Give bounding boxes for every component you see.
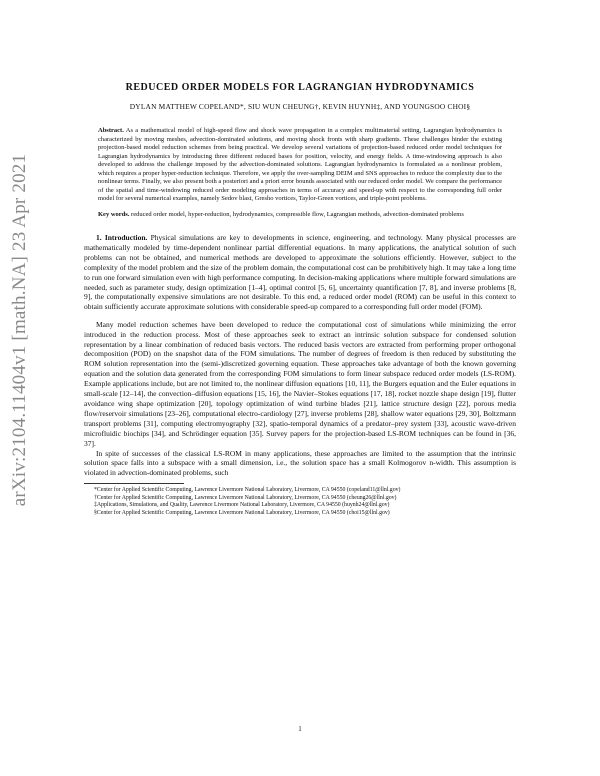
keywords [98, 211, 502, 220]
abstract-text: As a mathematical model of high-speed flow and shock wave propagation in a complex multimaterial setting, Lagrangian hydrodynamics is characterized by moving meshes, advection-dominated solutions, and moving shock fronts with sharp gradients. These challenges hinder the existing projection-based model reduction schemes from being practical. We develop several variations of projection-based reduced order model techniques for Lagrangian hydrodynamics by introducing three different reduced bases for position, velocity, and energy fields. A time-windowing approach is also developed to address the challenge imposed by the advection-dominated solutions. Lagrangian hydrodynamics is formulated as a nonlinear problem, which requires a proper hyper-reduction technique. Therefore, we apply the over-sampling DEIM and SNS approaches to reduce the complexity due to the nonlinear terms. Finally, we also present both a posteriori and a priori error bounds associated with our reduced order model. We compare the performance of the spatial and time-windowing reduced order modeling approaches in terms of accuracy and speed-up with respect to the corresponding full order model for several numerical examples, namely Sedov blast, Gresho vortices, Taylor-Green vortices, and triple-point problems. [98, 127, 502, 202]
footnote-divider [84, 483, 184, 484]
paper-title: REDUCED ORDER MODELS FOR LAGRANGIAN HYDRODYNAMICS [125, 82, 475, 93]
footnote-4: §Center for Applied Scientific Computing, Lawrence Livermore National Laboratory, Livermore, CA 94550 (choi15@llnl.gov) [94, 510, 390, 517]
keywords-text: reduced order model, hyper-reduction, hydrodynamics, compressible flow, Lagrangian methods, advection-dominated problems [131, 210, 464, 218]
abstract-label: Abstract. [98, 127, 124, 134]
intro-paragraph-1 [84, 233, 516, 312]
arxiv-identifier-sidebar [0, 70, 40, 590]
keywords-label: Key words. [98, 210, 130, 218]
footnote-2: †Center for Applied Scientific Computing, Lawrence Livermore National Laboratory, Livermore, CA 94550 (cheung26@llnl.gov) [94, 494, 397, 501]
arxiv-id-text: arXiv:2104.11404v1 [math.NA] 23 Apr 2021 [9, 153, 30, 507]
intro-p1-text: Physical simulations are key to developments in science, engineering, and technology. Many physical processes are mathematically modeled by time-dependent nonlinear partial differential equations. In many applications, the analytical solution of such problems can not be obtained, and numerical methods are developed to approximate the solutions efficiently. However, subject to the complexity of the model problem and the size of the problem domain, the computational cost can be prohibitively high. It may take a long time to run one forward simulation even with high performance computing. In decision-making applications where multiple forward simulations are needed, such as parameter study, design optimization [1–4], optimal control [5, 6], uncertainty quantification [7, 8], and inverse problems [8, 9], the computationally expensive simulations are not desirable. To this end, a reduced order model (ROM) can be useful in this context to obtain sufficiently accurate approximate solutions with considerable speed-up compared to a corresponding full order model (FOM). [84, 233, 516, 312]
footnotes [84, 487, 516, 517]
footnote-3: ‡Applications, Simulations, and Quality, Lawrence Livermore National Laboratory, Livermore, CA 94550 (huynh24@llnl.gov) [94, 502, 390, 509]
author-list: DYLAN MATTHEW COPELAND*, SIU WUN CHEUNG†, KEVIN HUYNH‡, AND YOUNGSOO CHOI§ [129, 102, 471, 111]
footnote-1: *Center for Applied Scientific Computing, Lawrence Livermore National Laboratory, Livermore, CA 94550 (copeland11@llnl.gov) [94, 487, 401, 494]
abstract [98, 127, 502, 204]
intro-paragraph-3: In spite of successes of the classical LS-ROM in many applications, these approaches are limited to the assumption that the intrinsic solution space falls into a subspace with a small dimension, i.e., the solution space has a small Kolmogorov n-width. This assumption is violated in advection-dominated problems, such [84, 448, 516, 478]
intro-paragraph-2: Many model reduction schemes have been developed to reduce the computational cost of simulations while minimizing the error introduced in the reduction process. Most of these approaches seek to extract an intrinsic solution subspace for condensed solution representation by a linear combination of reduced basis vectors. The reduced basis vectors are extracted from performing proper orthogonal decomposition (POD) on the snapshot data of the FOM simulations. The number of degrees of freedom is then reduced by substituting the ROM solution representation into the (semi-)discretized governing equation. These approaches take advantage of both the known governing equation and the solution data generated from the corresponding FOM simulations to form linear subspace reduced order models (LS-ROM). Example applications include, but are not limited to, the nonlinear diffusion equations [10, 11], the Burgers equation and the Euler equations in small-scale [12–14], the convection–diffusion equations [15, 16], the Navier–Stokes equations [17, 18], rocket nozzle shape design [19], flutter avoidance wing shape optimization [20], topology optimization of wind turbine blades [21], lattice structure design [22], porous media flow/reservoir simulations [23–26], computational electro-cardiology [27], inverse problems [28], shallow water equations [29, 30], Boltzmann transport problems [31], computing electromyography [32], spatio-temporal dynamics of a predator–prey system [33], acoustic wave-driven microfluidic biochips [34], and Schrödinger equation [35]. Survey papers for the projection-based LS-ROM techniques can be found in [36, 37]. [84, 319, 516, 448]
section-heading: 1. Introduction. [96, 233, 148, 242]
page-number: 1 [298, 725, 302, 733]
paper-page [84, 82, 516, 518]
